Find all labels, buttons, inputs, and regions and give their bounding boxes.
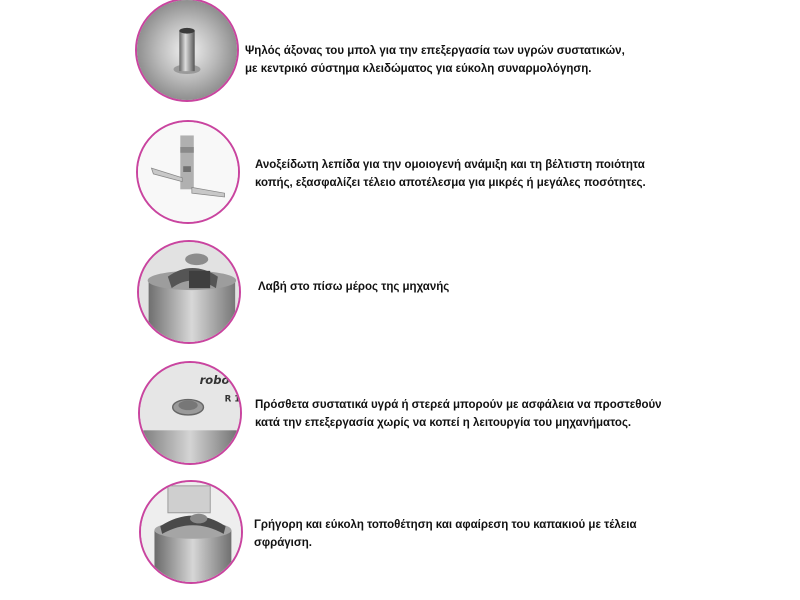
feature-text-1: Ψηλός άξονας του μπολ για την επεξεργασία των υγρών συστατικών, με κεντρικό σύστημα κλειδώματος για εύκολη συναρμολόγηση. (245, 45, 625, 75)
feature-text-4: Πρόσθετα συστατικά υγρά ή στερεά μπορούν με ασφάλεια να προστεθούν κατά την επεξεργασία χωρίς να κοπεί η λειτουργία του μηχανήματος. (255, 399, 662, 429)
feature-text-2: Ανοξείδωτη λεπίδα για την ομοιογενή ανάμιξη και τη βέλτιστη ποιότητα κοπής, εξασφαλίζει τέλειο αποτέλεσμα για μικρές ή μεγάλες ποσότητες. (255, 159, 646, 189)
model-label: R 1 (224, 394, 240, 405)
brand-logo: robot (199, 373, 235, 388)
lid-placement-photo (139, 480, 243, 584)
handle-photo (137, 240, 241, 344)
feature-text-5: Γρήγορη και εύκολη τοποθέτηση και αφαίρεση του καπακιού με τέλεια σφράγιση. (254, 519, 637, 549)
feature-text-3: Λαβή στο πίσω μέρος της μηχανής (258, 281, 450, 293)
lid-opening-photo (138, 361, 242, 465)
blade-photo (136, 120, 240, 224)
